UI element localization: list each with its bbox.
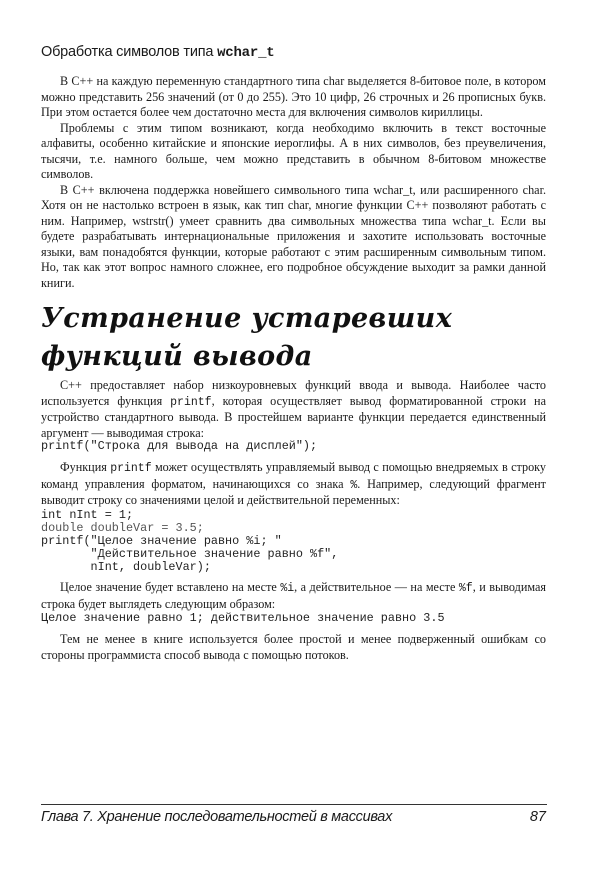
code-line: printf("Целое значение равно %i; " [41, 534, 282, 548]
heading-line: Устранение устаревших [41, 303, 453, 334]
body-block-5 [41, 632, 546, 663]
page-number: 87 [529, 809, 546, 825]
section-heading [41, 300, 452, 376]
section-subtitle [41, 44, 275, 61]
text-run: , и выводимая строка будет выглядеть следующим образом: [41, 580, 546, 611]
text-run: Функция [60, 460, 111, 474]
subtitle-text: Обработка символов типа [41, 44, 218, 60]
code-line: "Действительное значение равно %f", [41, 547, 339, 561]
inline-code: printf [170, 395, 212, 409]
body-block-4 [41, 580, 546, 612]
text-run: Целое значение будет вставлено на месте [60, 580, 281, 594]
body-block-2 [41, 378, 546, 441]
footer-chapter: Глава 7. Хранение последовательностей в массивах [41, 809, 393, 825]
text-run: , а действительное — на месте [294, 580, 459, 594]
footer-rule [41, 804, 547, 805]
subtitle-code: wchar_t [217, 45, 275, 61]
code-line: printf("Строка для вывода на дисплей"); [41, 439, 318, 453]
body-block-1 [41, 74, 546, 291]
paragraph [41, 580, 546, 612]
text-run: . Например, следующий фрагмент выводит строку со значениями целой и действительной переменных: [41, 476, 546, 507]
paragraph [41, 378, 546, 441]
inline-code: %f [458, 582, 473, 595]
text-run: , которая осуществляет вывод форматированной строки на устройство стандартного вывода. В простейшем варианте функции передается единственный аргумент — выводимая строка: [41, 393, 546, 440]
heading-line: функций вывода [41, 341, 313, 372]
code-line: double doubleVar = 3.5; [41, 521, 204, 535]
body-block-3 [41, 460, 546, 509]
paragraph [41, 460, 546, 509]
paragraph: Проблемы с этим типом возникают, когда необходимо включить в текст восточные алфавиты, особенно китайские и японские иероглифы. А в них символов, без преувеличения, тысячи, т.е. намного больше, чем можно представить в обычном 8-битовом множестве символов. [41, 120, 546, 181]
code-line: int nInt = 1; [41, 508, 134, 522]
inline-code: printf [110, 462, 152, 475]
paragraph: В С++ включена поддержка новейшего символьного типа wchar_t, или расширенного char. Хотя он не настолько встроен в язык, как тип char, многие функции С++ позволяют работать с ним. Например, wstrstr() умеет сравнить два символьных множества типа wchar_t. Если вы будете разрабатывать интернациональные приложения и захотите использовать восточные языки, вам понадобятся функции, которые работают с этим расширенным символьным типом. Но, так как этот вопрос намного сложнее, его подробное обсуждение выходит за рамки данной книги. [41, 182, 546, 290]
code-line: nInt, doubleVar); [41, 560, 211, 574]
paragraph: В С++ на каждую переменную стандартного типа char выделяется 8-битовое поле, в котором можно представить 256 значений (от 0 до 255). Это 10 цифр, 26 строчных и 26 прописных букв. При этом остается более чем достаточно места для включения символов кириллицы. [41, 74, 546, 119]
inline-code: %i [280, 582, 295, 595]
paragraph: Тем не менее в книге используется более простой и менее подверженный ошибкам со стороны программиста способ вывода с помощью потоков. [41, 632, 546, 662]
code-line: Целое значение равно 1; действительное значение равно 3.5 [41, 611, 445, 625]
text-run: С++ предоставляет набор низкоуровневых функций ввода и вывода. Наиболее часто используется функция [41, 378, 546, 408]
inline-code: % [350, 478, 358, 492]
text-run: может осуществлять управляемый вывод с помощью внедряемых в строку команд управления форматом, начинающихся со знака [41, 460, 547, 491]
